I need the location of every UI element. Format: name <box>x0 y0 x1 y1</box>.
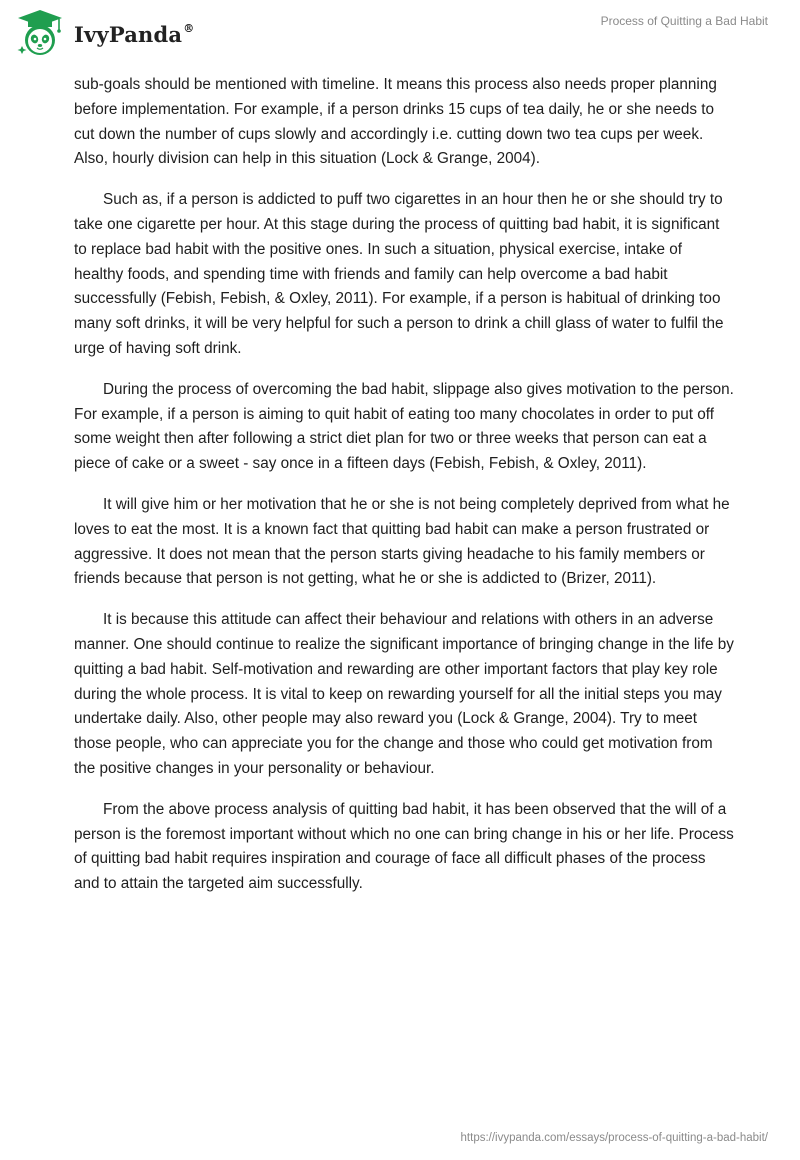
registered-mark: ® <box>183 21 195 35</box>
document-title: Process of Quitting a Bad Habit <box>600 14 768 28</box>
source-url-link[interactable]: https://ivypanda.com/essays/process-of-quitting-a-bad-habit/ <box>460 1132 768 1144</box>
paragraph: Such as, if a person is addicted to puff two cigarettes in an hour then he or she should try to take one cigarette per hour. At this stage during the process of quitting bad habit, it is significant to replace bad habit with the positive ones. In such a situation, physical exercise, intake of healthy foods, and spending time with friends and family can help overcome a bad habit successfully (Febish, Febish, & Oxley, 2011). For example, if a person is habitual of drinking too many soft drinks, it will be very helpful for such a person to drink a chill glass of water to fulfil the urge of having soft drink. <box>74 191 724 357</box>
paragraph: During the process of overcoming the bad habit, slippage also gives motivation to the person. For example, if a person is aiming to quit habit of eating too many chocolates in order to put off some weight then after following a strict diet plan for two or three weeks that person can eat a piece of cake or a sweet - say once in a fifteen days (Febish, Febish, & Oxley, 2011). <box>74 380 734 473</box>
brand-name <box>74 22 194 47</box>
brand-name-text: IvyPanda <box>74 21 183 47</box>
paragraph: sub-goals should be mentioned with timeline. It means this process also needs proper planning before implementation. For example, if a person drinks 15 cups of tea daily, he or she needs to cut down the number of cups slowly and accordingly i.e. cutting down two tea cups per week. Also, hourly division can help in this situation (Lock & Grange, 2004). <box>74 76 717 168</box>
paragraph: It will give him or her motivation that he or she is not being completely deprived from what he loves to eat the most. It is a known fact that quitting bad habit can make a person frustrated or aggressive. It does not mean that the person starts giving headache to his family members or friends because that person is not getting, what he or she is addicted to (Brizer, 2011). <box>74 495 730 588</box>
panda-logo-icon <box>14 8 66 58</box>
essay-body <box>74 73 734 913</box>
ivypanda-logo[interactable] <box>14 8 194 58</box>
page-header <box>0 0 800 70</box>
paragraph: From the above process analysis of quitting bad habit, it has been observed that the will of a person is the foremost important without which no one can bring change in his or her life. Process of quitting bad habit requires inspiration and courage of face all difficult phases of the process and to attain the targeted aim successfully. <box>74 800 734 893</box>
paragraph: It is because this attitude can affect their behaviour and relations with others in an adverse manner. One should continue to realize the significant importance of bringing change in the life by quitting a bad habit. Self-motivation and rewarding are other important factors that play key role during the whole process. It is vital to keep on rewarding yourself for all the initial steps you may undertake daily. Also, other people may also reward you (Lock & Grange, 2004). Try to meet those people, who can appreciate you for the change and those who could get motivation from the positive changes in your personality or behaviour. <box>74 611 734 777</box>
